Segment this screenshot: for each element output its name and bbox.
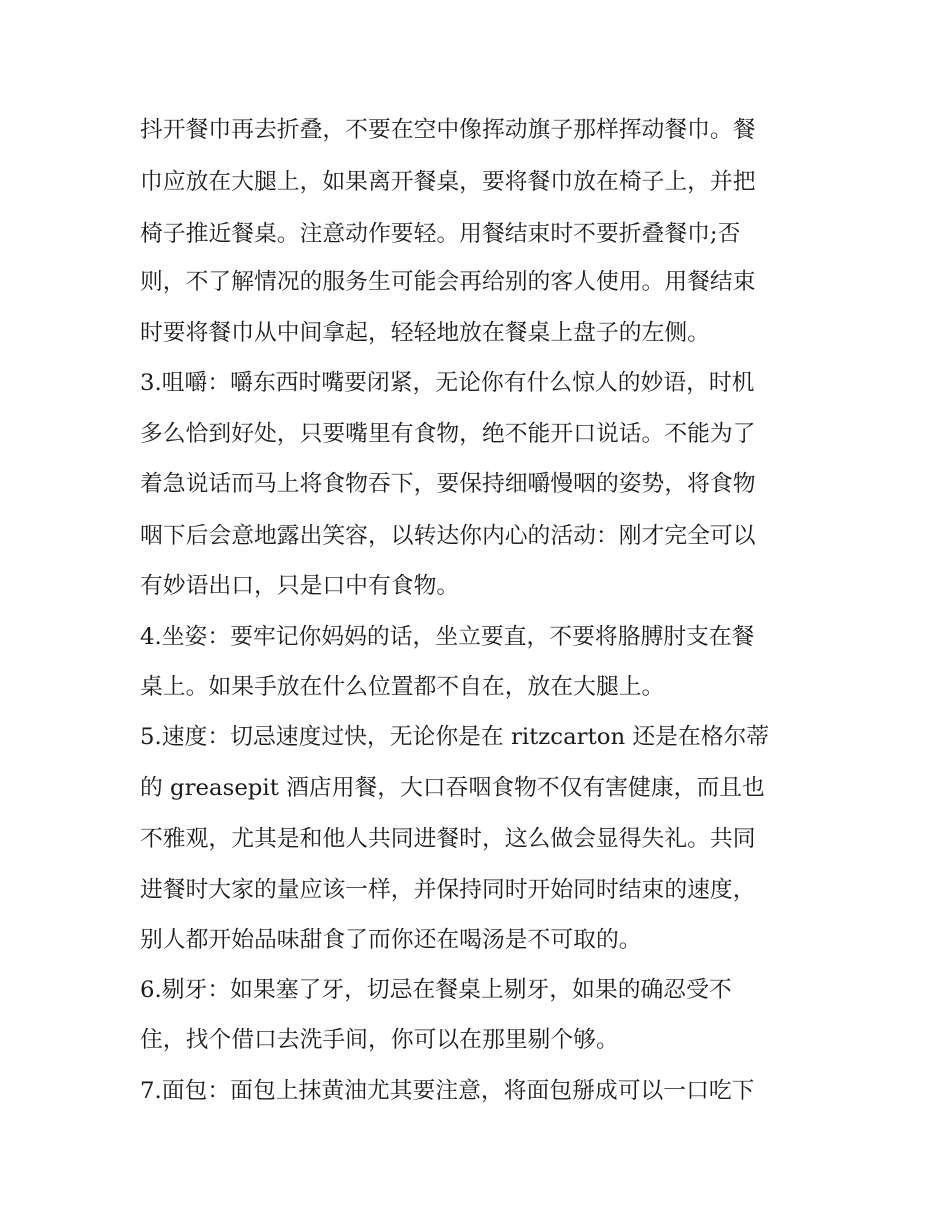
text-line: 咽下后会意地露出笑容，以转达你内心的活动：刚才完全可以 [140,523,756,549]
text-line: 桌上。如果手放在什么位置都不自在，放在大腿上。 [140,674,665,700]
text-line: 有妙语出口，只是口中有食物。 [140,573,460,599]
text-line: 的 greasepit 酒店用餐，大口吞咽食物不仅有害健康，而且也 [140,775,765,801]
text-line: 7.面包：面包上抹黄油尤其要注意，将面包掰成可以一口吃下 [140,1078,755,1104]
text-line: 不雅观，尤其是和他人共同进餐时，这么做会显得失礼。共同 [140,826,756,852]
text-line: 多么恰到好处，只要嘴里有食物，绝不能开口说话。不能为了 [140,421,756,447]
text-line: 6.剔牙：如果塞了牙，切忌在餐桌上剔牙，如果的确忍受不 [140,977,732,1003]
text-line: 时要将餐巾从中间拿起，轻轻地放在餐桌上盘子的左侧。 [140,320,710,346]
text-line: 3.咀嚼：嚼东西时嘴要闭紧，无论你有什么惊人的妙语，时机 [140,370,755,396]
text-line: 4.坐姿：要牢记你妈妈的话，坐立要直，不要将胳膊肘支在餐 [140,624,755,650]
text-line: 进餐时大家的量应该一样，并保持同时开始同时结束的速度， [140,877,756,903]
text-line: 着急说话而马上将食物吞下，要保持细嚼慢咽的姿势，将食物 [140,471,756,497]
text-line: 住，找个借口去洗手间，你可以在那里剔个够。 [140,1027,619,1053]
text-line: 则，不了解情况的服务生可能会再给别的客人使用。用餐结束 [140,269,756,295]
text-line: 椅子推近餐桌。注意动作要轻。用餐结束时不要折叠餐巾;否 [140,221,741,247]
text-line: 巾应放在大腿上，如果离开餐桌，要将餐巾放在椅子上，并把 [140,169,756,195]
text-line: 5.速度：切忌速度过快，无论你是在 ritzcarton 还是在格尔蒂 [140,724,770,750]
text-line: 抖开餐巾再去折叠，不要在空中像挥动旗子那样挥动餐巾。餐 [140,117,756,143]
text-line: 别人都开始品味甜食了而你还在喝汤是不可取的。 [140,927,642,953]
